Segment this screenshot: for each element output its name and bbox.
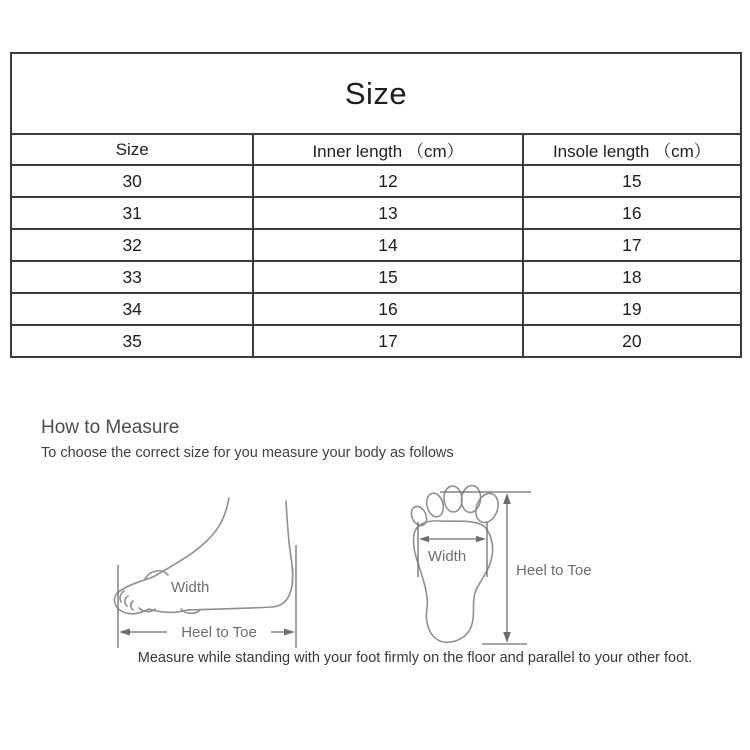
inner-length-value: 16 bbox=[253, 293, 522, 325]
size-value: 32 bbox=[11, 229, 253, 261]
table-row bbox=[11, 229, 741, 261]
inner-length-value: 15 bbox=[253, 261, 522, 293]
insole-length-value: 20 bbox=[523, 325, 741, 357]
inner-length-value: 12 bbox=[253, 165, 522, 197]
table-row bbox=[11, 165, 741, 197]
table-row bbox=[11, 325, 741, 357]
insole-length-value: 15 bbox=[523, 165, 741, 197]
foot-side-view-diagram bbox=[105, 482, 320, 654]
inner-length-value: 14 bbox=[253, 229, 522, 261]
size-value: 31 bbox=[11, 197, 253, 229]
top-view-dimensions bbox=[418, 492, 531, 644]
table-row bbox=[11, 261, 741, 293]
column-header-size: Size bbox=[11, 134, 253, 165]
inner-length-value: 17 bbox=[253, 325, 522, 357]
how-to-measure-subheading: To choose the correct size for you measure your body as follows bbox=[41, 445, 454, 461]
table-row bbox=[11, 293, 741, 325]
measure-instruction-caption: Measure while standing with your foot firmly on the floor and parallel to your other foot. bbox=[137, 650, 693, 666]
size-value: 35 bbox=[11, 325, 253, 357]
how-to-measure-heading: How to Measure bbox=[41, 417, 180, 438]
column-header-insole-length: Insole length （cm） bbox=[523, 134, 741, 165]
insole-length-value: 16 bbox=[523, 197, 741, 229]
insole-length-value: 18 bbox=[523, 261, 741, 293]
top-view-heel-to-toe-label: Heel to Toe bbox=[516, 562, 592, 579]
insole-length-value: 19 bbox=[523, 293, 741, 325]
size-value: 33 bbox=[11, 261, 253, 293]
size-value: 30 bbox=[11, 165, 253, 197]
table-title-row bbox=[11, 53, 741, 134]
size-chart-title: Size bbox=[11, 53, 741, 134]
foot-side-outline bbox=[114, 498, 292, 614]
footprint-top-view-diagram bbox=[400, 477, 610, 657]
table-row bbox=[11, 197, 741, 229]
inner-length-value: 13 bbox=[253, 197, 522, 229]
size-chart-table bbox=[10, 52, 742, 358]
insole-length-value: 17 bbox=[523, 229, 741, 261]
column-header-inner-length: Inner length （cm） bbox=[253, 134, 522, 165]
top-view-width-label: Width bbox=[427, 548, 467, 565]
size-value: 34 bbox=[11, 293, 253, 325]
table-header-row bbox=[11, 134, 741, 165]
side-view-width-label: Width bbox=[171, 579, 210, 596]
side-view-heel-to-toe-label: Heel to Toe bbox=[181, 624, 257, 641]
